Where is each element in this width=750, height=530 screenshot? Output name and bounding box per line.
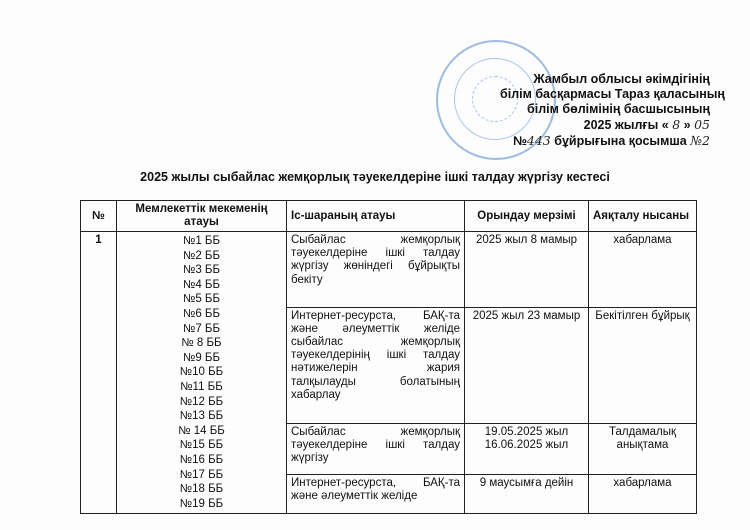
table-row — [81, 232, 697, 308]
organization-item: №16 ББ — [179, 453, 224, 466]
organization-item: №13 ББ — [179, 410, 224, 423]
organization-item: №7 ББ — [182, 322, 221, 335]
header-completion-form: Аяқталу нысаны — [589, 201, 697, 232]
organization-item: №12 ББ — [179, 395, 224, 408]
row-number: 1 — [81, 232, 117, 514]
organization-item: № 8 ББ — [181, 337, 222, 350]
completion-form-cell: хабарлама — [589, 232, 697, 308]
organization-item: №2 ББ — [182, 249, 221, 262]
header-number-prefix: № — [512, 134, 527, 148]
organization-item: №3 ББ — [182, 264, 221, 277]
action-cell: Интернет-ресурста, БАҚ-та және әлеуметтік желіде — [287, 474, 465, 514]
deadline-cell: 2025 жыл 23 мамыр — [465, 307, 589, 423]
approval-header — [500, 72, 725, 149]
header-quote-close: » — [683, 118, 691, 132]
organization-item: №1 ББ — [182, 235, 221, 247]
handwritten-annex-number: №2 — [690, 133, 710, 148]
header-line-3: білім бөлімінің басшысының — [527, 102, 710, 116]
organization-item: №17 ББ — [179, 468, 224, 481]
handwritten-month: 05 — [694, 117, 710, 132]
document-title: 2025 жылы сыбайлас жемқорлық тәуекелдеріне ішкі талдау жүргізу кестесі — [140, 170, 610, 184]
deadline-cell: 2025 жыл 8 мамыр — [465, 232, 589, 308]
organization-item: №6 ББ — [182, 307, 221, 320]
header-annex-text: бұйрығына қосымша — [554, 134, 687, 148]
action-cell: Интернет-ресурста, БАҚ-та және әлеуметтік желіде сыбайлас жемқорлық тәуекелдерінің ішкі талдау нәтижелерін жария талқылауды болатының хабарлау — [287, 307, 465, 423]
organization-item: №10 ББ — [179, 366, 224, 379]
header-organization: Мемлекеттік мекеменің атауы — [117, 201, 287, 232]
header-deadline: Орындау мерзімі — [465, 201, 589, 232]
header-number: № — [81, 201, 117, 232]
schedule-table — [80, 200, 697, 514]
organization-item: №5 ББ — [182, 293, 221, 306]
deadline-cell: 9 маусымға дейін — [465, 474, 589, 514]
header-year: 2025 жылғы « — [583, 118, 669, 132]
header-action: Іс-шараның атауы — [287, 201, 465, 232]
table-header-row — [81, 201, 697, 232]
header-line-2: білім басқармасы Тараз қаласының — [500, 87, 725, 101]
header-line-1: Жамбыл облысы әкімдігінің — [533, 72, 710, 86]
completion-form-cell: Бекітілген бұйрық — [589, 307, 697, 423]
organization-item: №9 ББ — [182, 351, 221, 364]
action-cell: Сыбайлас жемқорлық тәуекелдеріне ішкі талдау жүргізу — [287, 423, 465, 474]
completion-form-cell: Талдамалық анықтама — [589, 423, 697, 474]
handwritten-order-number: 443 — [526, 133, 551, 148]
organization-item: №19 ББ — [179, 497, 224, 510]
organization-item: № 14 ББ — [178, 424, 225, 437]
organization-item: №18 ББ — [179, 483, 224, 496]
completion-form-cell: хабарлама — [589, 474, 697, 514]
organization-item: №15 ББ — [179, 439, 224, 452]
header-line-5 — [500, 133, 710, 149]
action-cell: Сыбайлас жемқорлық тәуекелдеріне ішкі талдау жүргізу жөніндегі бұйрықты бекіту — [287, 232, 465, 308]
organization-item: №11 ББ — [180, 380, 223, 393]
handwritten-day: 8 — [672, 117, 681, 132]
deadline-cell: 19.05.2025 жыл 16.06.2025 жыл — [465, 423, 589, 474]
organization-item: №4 ББ — [182, 278, 221, 291]
organization-list — [117, 232, 287, 514]
header-line-4 — [500, 117, 710, 133]
